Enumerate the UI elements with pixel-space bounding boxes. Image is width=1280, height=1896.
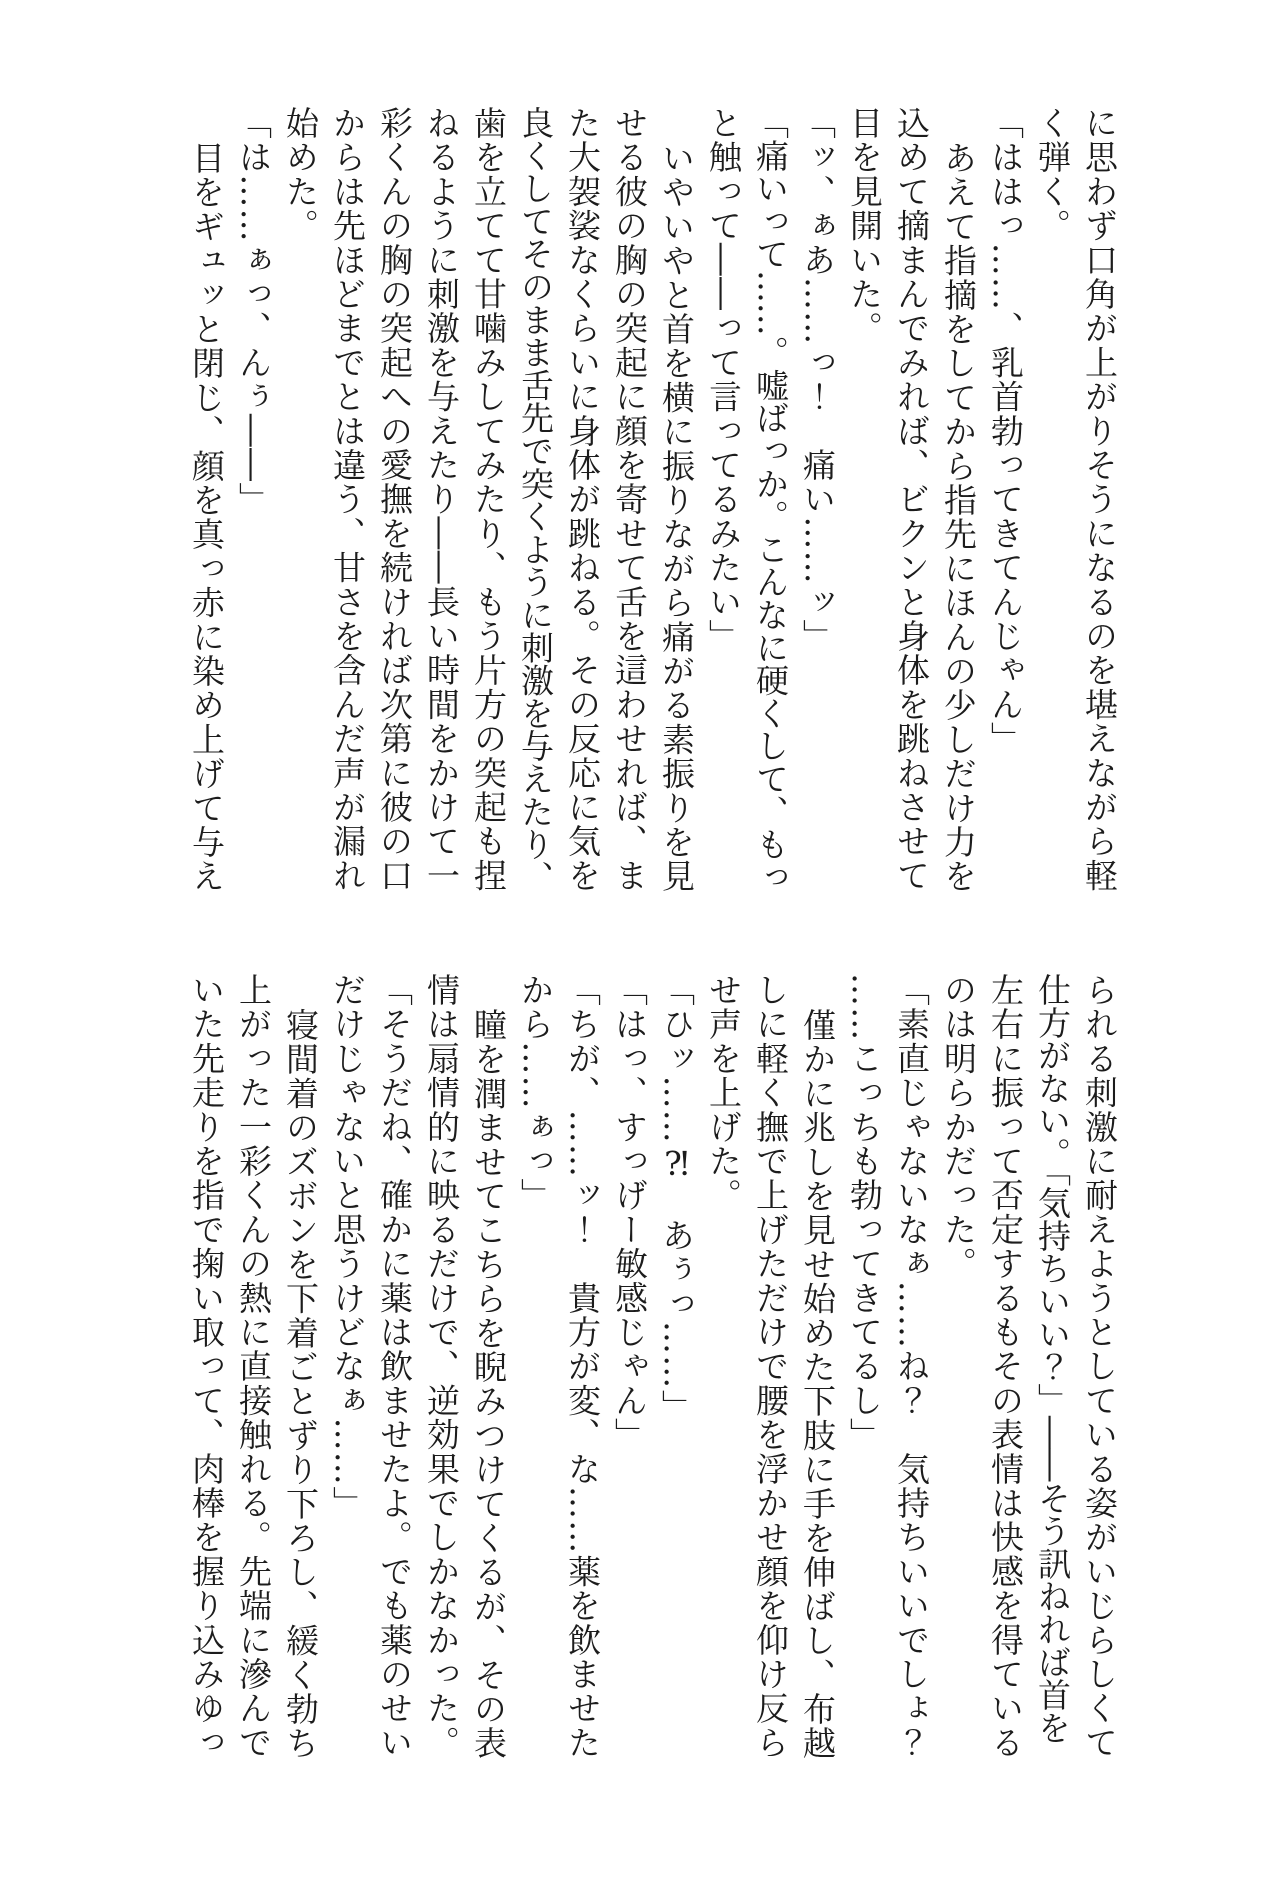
- text-column: 目をギュッと閉じ、顔を真っ赤に染め上げて与え: [187, 141, 226, 894]
- text-column: 始めた。: [281, 106, 320, 243]
- text-column: せ声を上げた。: [704, 973, 743, 1213]
- text-column: 「は……ぁっ、んぅ――」: [234, 106, 273, 517]
- text-column: せる彼の胸の突起に顔を寄せて舌を這わせれば、ま: [610, 106, 649, 893]
- text-column: 「素直じゃないなぁ……ね？ 気持ちいいでしょ？: [892, 973, 931, 1760]
- text-column: 情は扇情的に映るだけで、逆効果でしかなかった。: [422, 973, 461, 1760]
- text-column: 歯を立てて甘噛みしてみたり、もう片方の突起も捏: [469, 106, 508, 893]
- text-column: た大袈裟なくらいに身体が跳ねる。その反応に気を: [563, 106, 602, 893]
- text-column: ……こっちも勃ってきてるし」: [845, 973, 884, 1452]
- text-column: 左右に振って否定するもその表情は快感を得ている: [986, 973, 1025, 1760]
- text-column: のは明らかだった。: [939, 973, 978, 1281]
- text-column: からは先ほどまでとは違う、甘さを含んだ声が漏れ: [328, 106, 367, 893]
- text-column: 僅かに兆しを見せ始めた下肢に手を伸ばし、布越: [798, 1008, 837, 1761]
- text-column: だけじゃないと思うけどなぁ……」: [328, 973, 367, 1521]
- page-text-block-bottom: [183, 973, 1123, 1773]
- text-column: に思わず口角が上がりそうになるのを堪えながら軽: [1080, 106, 1119, 893]
- text-column: ねるように刺激を与えたり――長い時間をかけて一: [422, 106, 461, 893]
- text-column: 「そうだね、確かに薬は飲ませたよ。でも薬のせい: [375, 973, 414, 1760]
- text-column: られる刺激に耐えようとしている姿がいじらしくて: [1080, 973, 1119, 1760]
- text-column: いた先走りを指で掬い取って、肉棒を握り込みゆっ: [187, 973, 226, 1760]
- text-column: 「ちが、……ッ！ 貴方が変、な……薬を飲ませた: [563, 973, 602, 1760]
- text-column: いやいやと首を横に振りながら痛がる素振りを見: [657, 141, 696, 894]
- text-column: 目を見開いた。: [845, 106, 884, 346]
- text-column: 上がった一彩くんの熱に直接触れる。先端に滲んで: [234, 973, 273, 1760]
- text-column: 良くしてそのまま舌先で突くように刺激を与えたり、: [516, 106, 555, 894]
- text-column: 「ッ、ぁあ……っ！ 痛い……ッ」: [798, 106, 837, 654]
- text-column: 「ははっ……、乳首勃ってきてんじゃん」: [986, 106, 1025, 756]
- text-column: 「痛いって……。嘘ばっか。こんなに硬くして、もっ: [751, 106, 790, 894]
- text-column: 「ひッ……⁈ あぅっ……」: [657, 973, 696, 1424]
- page-text-block-top: [183, 106, 1123, 906]
- text-column: 寝間着のズボンを下着ごとずり下ろし、緩く勃ち: [281, 1008, 320, 1761]
- text-column: 瞳を潤ませてこちらを睨みつけてくるが、その表: [469, 1008, 508, 1761]
- text-column: と触って――って言ってるみたい」: [704, 106, 743, 654]
- text-column: 「はっ、すっげー敏感じゃん」: [610, 973, 649, 1452]
- text-column: 仕方がない。「気持ちいい？」――そう訊ねれば首を: [1033, 973, 1072, 1744]
- text-column: く弾く。: [1033, 106, 1072, 243]
- text-column: 彩くんの胸の突起への愛撫を続ければ次第に彼の口: [375, 106, 414, 893]
- text-column: から……ぁっ」: [516, 973, 555, 1213]
- text-column: あえて指摘をしてから指先にほんの少しだけ力を: [939, 141, 978, 894]
- text-column: 込めて摘まんでみれば、ビクンと身体を跳ねさせて: [892, 106, 931, 893]
- text-column: しに軽く撫で上げただけで腰を浮かせ顔を仰け反ら: [751, 973, 790, 1760]
